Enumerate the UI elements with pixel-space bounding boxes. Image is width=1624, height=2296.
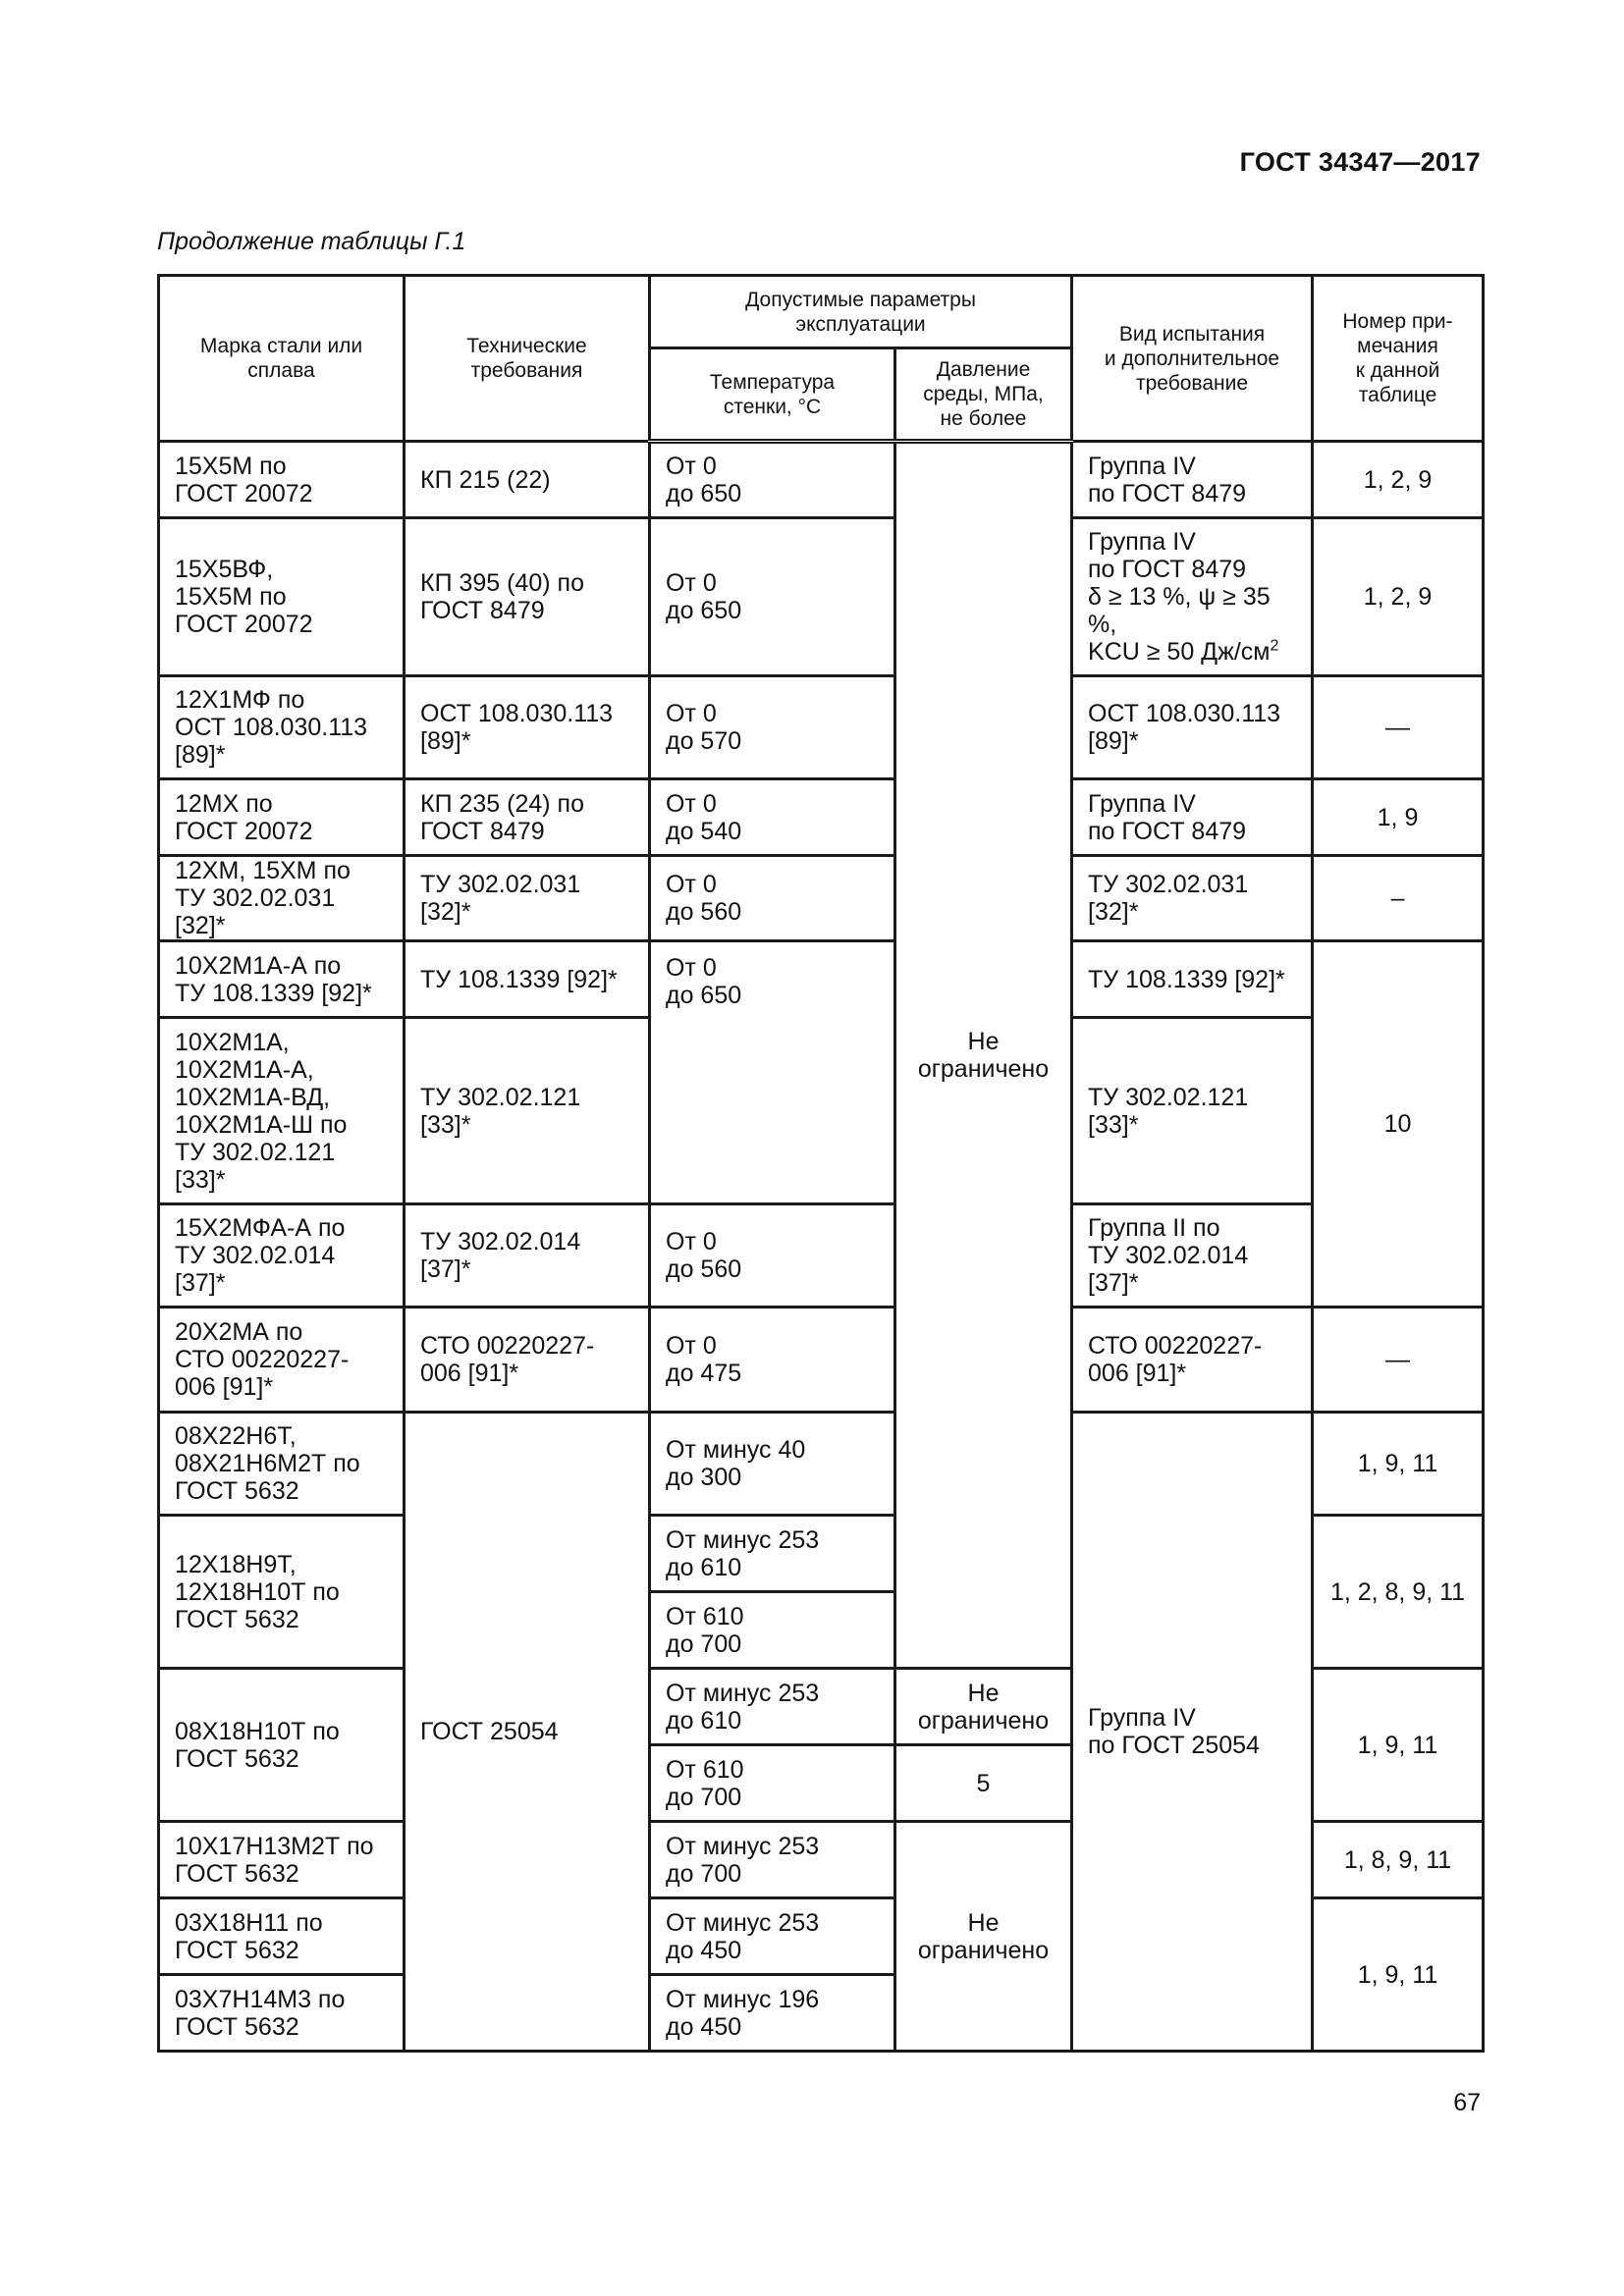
grade-cell: 10Х17Н13М2Т по ГОСТ 5632 [159,1822,405,1898]
steel-grades-table [157,274,1485,2053]
table-row [159,1308,1484,1413]
test-cell: ОСТ 108.030.113 [89]* [1072,676,1313,779]
test-cell: СТО 00220227- 006 [91]* [1072,1308,1313,1413]
test-cell: Группа IV по ГОСТ 8479 δ ≥ 13 %, ψ ≥ 35 %, KCU ≥ 50 $Дж/см^2$ [1072,518,1313,676]
temp-cell: От минус 40 до 300 [650,1413,895,1516]
note-cell: 1, 9, 11 [1313,1669,1484,1822]
grade-cell: 15Х2МФА-А по ТУ 302.02.014 [37]* [159,1204,405,1308]
temp-cell: От 0 до 560 [650,1204,895,1308]
tech-cell: ТУ 302.02.031 [32]* [405,856,650,941]
temp-cell: От минус 253 до 450 [650,1898,895,1975]
grade-cell: 12Х1МФ по ОСТ 108.030.113 [89]* [159,676,405,779]
col-header-params-group: Допустимые параметры эксплуатации [650,276,1072,348]
test-cell: Группа IV по ГОСТ 8479 [1072,442,1313,518]
grade-cell: 15Х5М по ГОСТ 20072 [159,442,405,518]
pressure-cell: 5 [895,1745,1072,1822]
col-header-temp: Температура стенки, °С [650,348,895,442]
note-cell: – [1313,856,1484,941]
col-header-grade: Марка стали или сплава [159,276,405,442]
test-cell: ТУ 108.1339 [92]* [1072,941,1313,1018]
table-row [159,518,1484,676]
temp-cell: От 0 до 540 [650,779,895,856]
pressure-cell-merged: Не ограничено [895,442,1072,1669]
tech-cell: ТУ 108.1339 [92]* [405,941,650,1018]
tech-cell: СТО 00220227- 006 [91]* [405,1308,650,1413]
test-cell: Группа IV по ГОСТ 8479 [1072,779,1313,856]
grade-cell: 20Х2МА по СТО 00220227- 006 [91]* [159,1308,405,1413]
tech-cell: КП 215 (22) [405,442,650,518]
grade-cell: 03Х7Н14М3 по ГОСТ 5632 [159,1975,405,2052]
temp-cell: От 0 до 650 [650,442,895,518]
note-cell: 1, 2, 8, 9, 11 [1313,1516,1484,1669]
tech-cell: ОСТ 108.030.113 [89]* [405,676,650,779]
col-header-note: Номер при- мечания к данной таблице [1313,276,1484,442]
test-cell: ТУ 302.02.121 [33]* [1072,1018,1313,1204]
page-number: 67 [1453,2089,1481,2116]
grade-cell: 08Х18Н10Т по ГОСТ 5632 [159,1669,405,1822]
table-row [159,779,1484,856]
grade-cell: 12Х18Н9Т, 12Х18Н10Т по ГОСТ 5632 [159,1516,405,1669]
temp-cell: От 0 до 650 [650,518,895,676]
pressure-cell-merged: Не ограничено [895,1822,1072,2052]
col-header-pressure: Давление среды, МПа, не более [895,348,1072,442]
temp-cell: От 0 до 475 [650,1308,895,1413]
note-cell-merged: 1, 9, 11 [1313,1898,1484,2052]
tech-cell-merged: ГОСТ 25054 [405,1413,650,2052]
col-header-tech-req: Технические требования [405,276,650,442]
note-cell: 1, 9 [1313,779,1484,856]
temp-cell: От 610 до 700 [650,1745,895,1822]
temp-cell: От минус 253 до 610 [650,1669,895,1745]
table-caption: Продолжение таблицы Г.1 [157,228,466,255]
standard-code: ГОСТ 34347—2017 [1239,147,1481,177]
temp-cell: От 0 до 570 [650,676,895,779]
grade-cell: 10Х2М1А-А по ТУ 108.1339 [92]* [159,941,405,1018]
grade-cell: 12ХМ, 15ХМ по ТУ 302.02.031 [32]* [159,856,405,941]
tech-cell: КП 395 (40) по ГОСТ 8479 [405,518,650,676]
table-row [159,1413,1484,1516]
grade-cell: 12МХ по ГОСТ 20072 [159,779,405,856]
temp-cell: От минус 253 до 610 [650,1516,895,1592]
note-cell: 1, 9, 11 [1313,1413,1484,1516]
temp-cell: От минус 196 до 450 [650,1975,895,2052]
note-cell: 1, 2, 9 [1313,442,1484,518]
temp-cell: От минус 253 до 700 [650,1822,895,1898]
table-row [159,442,1484,518]
tech-cell: ТУ 302.02.014 [37]* [405,1204,650,1308]
grade-cell: 03Х18Н11 по ГОСТ 5632 [159,1898,405,1975]
table-row [159,676,1484,779]
note-cell: 1, 8, 9, 11 [1313,1822,1484,1898]
grade-cell: 10Х2М1А, 10Х2М1А-А, 10Х2М1А-ВД, 10Х2М1А-Ш по ТУ 302.02.121 [33]* [159,1018,405,1204]
grade-cell: 15Х5ВФ, 15Х5М по ГОСТ 20072 [159,518,405,676]
table-row [159,941,1484,1018]
temp-cell: От 610 до 700 [650,1592,895,1669]
note-cell: 1, 2, 9 [1313,518,1484,676]
temp-cell-merged: От 0 до 650 [650,941,895,1204]
test-cell-merged: Группа IV по ГОСТ 25054 [1072,1413,1313,2052]
table-row [159,1204,1484,1308]
note-cell-merged: 10 [1313,941,1484,1308]
col-header-test: Вид испытания и дополнительное требование [1072,276,1313,442]
table-row [159,856,1484,941]
note-cell: — [1313,676,1484,779]
grade-cell: 08Х22Н6Т, 08Х21Н6М2Т по ГОСТ 5632 [159,1413,405,1516]
tech-cell: КП 235 (24) по ГОСТ 8479 [405,779,650,856]
test-cell: Группа II по ТУ 302.02.014 [37]* [1072,1204,1313,1308]
note-cell: — [1313,1308,1484,1413]
pressure-cell: Не ограничено [895,1669,1072,1745]
tech-cell: ТУ 302.02.121 [33]* [405,1018,650,1204]
test-cell: ТУ 302.02.031 [32]* [1072,856,1313,941]
temp-cell: От 0 до 560 [650,856,895,941]
